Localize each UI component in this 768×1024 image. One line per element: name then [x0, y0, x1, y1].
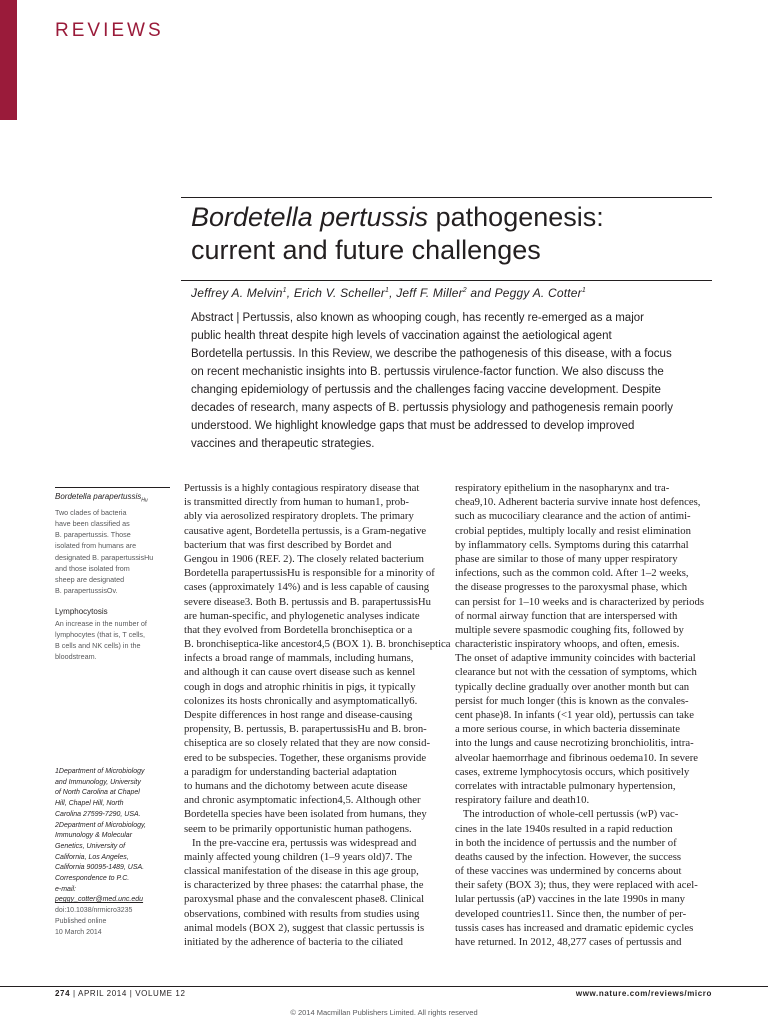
- glossary-definition: An increase in the number of lymphocytes (that is, T cells, B cells and NK cells) in the bloodstream.: [55, 618, 147, 662]
- body-line: characteristic inspiratory whoops, and often, emesis.: [455, 638, 680, 651]
- body-line: B. bronchiseptica-like ancestor4,5 (BOX 1). B. bronchiseptica: [184, 638, 451, 651]
- affiliation-line: and Immunology, University: [55, 778, 141, 786]
- author-name: and Peggy A. Cotter: [466, 286, 582, 300]
- title-rule-top: [181, 197, 712, 198]
- abstract-line: public health threat despite high levels of vaccination against the aetiological agent: [191, 330, 612, 342]
- body-line: have returned. In 2012, 48,277 cases of pertussis and: [455, 936, 682, 948]
- body-line: infects a broad range of mammals, including humans,: [184, 652, 414, 665]
- title-line1-rest: pathogenesis:: [428, 202, 604, 232]
- body-column-1: [184, 481, 451, 949]
- email-link[interactable]: peggy_cotter@med.unc.edu: [55, 896, 144, 904]
- affiliation-line: Hill, Chapel Hill, North: [55, 800, 124, 808]
- body-line: classical manifestation of the disease in this age group,: [184, 865, 419, 878]
- body-line: Gengou in 1906 (REF. 2). The closely related bacterium: [184, 552, 424, 565]
- body-line: multiple severe spasmodic coughing fits, followed by: [455, 623, 684, 636]
- affiliation-line: of North Carolina at Chapel: [55, 789, 140, 797]
- body-line: severe disease3. Both B. pertussis and B. parapertussisHu: [184, 595, 431, 608]
- author-name: , Jeff F. Miller: [389, 286, 463, 300]
- body-line: respiratory failure and death10.: [455, 794, 590, 807]
- body-line: is characterized by three phases: the catarrhal phase, the: [184, 879, 424, 892]
- body-line: by inflammatory cells. Symptoms during this catarrhal: [455, 538, 689, 551]
- glossary-term: Lymphocytosis: [55, 607, 108, 617]
- body-line: Bordetella parapertussisHu is responsible for a minority of: [184, 567, 435, 580]
- body-line: a more serious course, in which bacteria disseminate: [455, 723, 680, 736]
- body-line: ered to be subspecies. Together, these organisms provide: [184, 751, 427, 764]
- body-line: The onset of adaptive immunity coincides with bacterial: [455, 652, 696, 665]
- body-line: Despite differences in host range and disease-causing: [184, 709, 413, 721]
- body-line: tussis cases has increased and dramatic epidemic cycles: [455, 921, 694, 934]
- body-line: lular pertussis (aP) vaccines in the late 1990s in many: [455, 893, 686, 906]
- author-affil-mark: 1: [282, 287, 287, 294]
- page-number: 274: [55, 989, 71, 998]
- published-label: Published online: [55, 917, 107, 925]
- abstract-line: decades of research, many aspects of B. pertussis physiology and pathogenesis remain poorly: [191, 402, 673, 414]
- affiliations: [55, 767, 173, 938]
- body-column-2: [455, 481, 715, 949]
- title-rule-bottom: [181, 280, 712, 281]
- accent-bar: [0, 0, 17, 120]
- affiliation-line: 2Department of Microbiology,: [55, 821, 146, 829]
- issue-info: | APRIL 2014 | VOLUME 12: [70, 989, 186, 998]
- published-date: 10 March 2014: [55, 928, 102, 936]
- body-line: colonizes its hosts chronically and asymptomatically6.: [184, 694, 418, 707]
- body-line: initiated by the adherence of bacteria to the ciliated: [184, 936, 403, 948]
- author-affil-mark: 1: [385, 287, 390, 294]
- affiliation-line: Genetics, University of: [55, 842, 126, 850]
- author-list: [191, 286, 711, 300]
- body-line: persist for much longer (this is known as the convales-: [455, 694, 689, 707]
- abstract: [191, 309, 718, 453]
- author-name: , Erich V. Scheller: [286, 286, 386, 300]
- body-line: in both the incidence of pertussis and the number of: [455, 836, 677, 849]
- body-line: phase are similar to those of many upper respiratory: [455, 552, 678, 565]
- body-line: that they evolved from Bordetella bronchiseptica or a: [184, 623, 413, 636]
- body-line: paroxysmal phase and the convalescent phase8. Clinical: [184, 893, 425, 906]
- author-affil-mark: 1: [581, 287, 586, 294]
- body-line: to humans and the dichotomy between acute disease: [184, 779, 408, 792]
- body-line: cough in dogs and atrophic rhinitis in pigs, it typically: [184, 680, 416, 693]
- footer-rule: [0, 986, 768, 987]
- body-line: observations, combined with results from studies using: [184, 907, 420, 920]
- affiliation-line: Immunology & Molecular: [55, 832, 133, 840]
- body-line: bacterium that was first described by Bordet and: [184, 538, 392, 551]
- glossary-term-subscript: Hu: [141, 497, 148, 504]
- correspondence-line: Correspondence to P.C.: [55, 875, 130, 883]
- body-line: Bordetella species have been isolated from humans, they: [184, 808, 427, 821]
- body-line: correlates with intractable pulmonary hypertension,: [455, 779, 676, 792]
- body-line: crobial peptides, multiply locally and resist elimination: [455, 524, 691, 537]
- abstract-line: on recent mechanistic insights into B. pertussis virulence-factor function. We also discuss the: [191, 366, 664, 378]
- body-line: cines in the late 1940s resulted in a rapid reduction: [455, 822, 673, 835]
- body-line: infections, such as the common cold. After 1–2 weeks,: [455, 567, 689, 580]
- body-line: chea9,10. Adherent bacteria survive innate host defences,: [455, 496, 701, 509]
- body-line: developed countries11. Since then, the number of per-: [455, 907, 687, 920]
- body-line: Pertussis is a highly contagious respiratory disease that: [184, 482, 420, 494]
- email-label: e-mail:: [55, 885, 77, 893]
- abstract-line: changing epidemiology of pertussis and the challenges facing vaccine development. Despite: [191, 384, 661, 396]
- affiliation-line: California, Los Angeles,: [55, 853, 129, 861]
- body-line: are human-specific, and phylogenetic analyses indicate: [184, 609, 420, 622]
- body-line: mainly affected young children (1–9 years old)7. The: [184, 850, 413, 863]
- body-line: can persist for 1–10 weeks and is characterized by periods: [455, 595, 704, 608]
- journal-url[interactable]: www.nature.com/reviews/micro: [575, 989, 712, 998]
- body-line: alveolar haemorrhage and fibrinous oedema10. In severe: [455, 751, 699, 764]
- article-title: [191, 201, 711, 267]
- author-affil-mark: 2: [462, 287, 467, 294]
- section-label: REVIEWS: [55, 20, 164, 41]
- body-line: their safety (BOX 3); thus, they were replaced with acel-: [455, 879, 698, 892]
- body-line: propensity, B. pertussis, B. parapertussisHu and B. bron-: [184, 723, 427, 736]
- body-line: The introduction of whole-cell pertussis (wP) vac-: [455, 808, 679, 821]
- body-line: cent phase)8. In infants (<1 year old), pertussis can take: [455, 709, 694, 721]
- affiliation-line: Carolina 27599-7290, USA.: [55, 810, 141, 818]
- glossary-definition: Two clades of bacteria have been classified as B. parapertussis. Those isolated from humans are designated B. parapertussisHu and those isolated from sheep are designated B. parapertussisOv.: [55, 507, 154, 596]
- body-line: is transmitted directly from human to human1, prob-: [184, 496, 409, 509]
- body-line: In the pre-vaccine era, pertussis was widespread and: [184, 836, 417, 849]
- affiliation-line: 1Department of Microbiology: [55, 768, 145, 775]
- body-line: into the lungs and cause necrotizing bronchiolitis, intra-: [455, 737, 694, 750]
- abstract-line: vaccines and therapeutic strategies.: [191, 438, 375, 450]
- author-name: Jeffrey A. Melvin: [191, 286, 283, 300]
- body-line: cases, extreme lymphocytosis occurs, which positively: [455, 765, 690, 778]
- body-line: ably via aerosolized respiratory droplets. The primary: [184, 510, 414, 523]
- affiliation-line: California 90095-1489, USA.: [55, 864, 145, 872]
- body-line: such as mucociliary clearance and the action of antimi-: [455, 510, 691, 523]
- footer-page-info: [55, 989, 186, 998]
- body-line: typically decline gradually over another month but can: [455, 680, 690, 693]
- glossary-rule: [55, 487, 170, 488]
- glossary-term: Bordetella parapertussis$_{Hu}$: [55, 492, 148, 504]
- title-line2: current and future challenges: [191, 235, 541, 265]
- doi: doi:10.1038/nrmicro3235: [55, 907, 133, 915]
- abstract-line: understood. We highlight knowledge gaps that must be addressed to develop improved: [191, 420, 635, 432]
- body-line: respiratory epithelium in the nasopharynx and tra-: [455, 482, 670, 494]
- abstract-line: Abstract | Pertussis, also known as whooping cough, has recently re-emerged as a major: [191, 312, 644, 324]
- body-line: chiseptica are so closely related that they are now consid-: [184, 737, 431, 750]
- body-line: a paradigm for understanding bacterial adaptation: [184, 765, 397, 778]
- title-italic: Bordetella pertussis: [191, 202, 429, 232]
- body-line: seem to be primarily opportunistic human pathogens.: [184, 822, 412, 835]
- body-line: and chronic asymptomatic infection4,5. Although other: [184, 794, 421, 807]
- body-line: causative agent, Bordetella pertussis, is a Gram-negative: [184, 524, 427, 537]
- body-line: deaths caused by the infection. However, the success: [455, 850, 682, 863]
- body-line: of normal airway function that are interspersed with: [455, 609, 678, 622]
- body-line: of these vaccines was undermined by concerns about: [455, 865, 682, 878]
- abstract-line: Bordetella pertussis. In this Review, we describe the pathogenesis of this disease, with a focus: [191, 348, 672, 360]
- body-line: animal models (BOX 2), suggest that classic pertussis is: [184, 921, 425, 934]
- body-line: the disease progresses to the paroxysmal phase, which: [455, 581, 688, 594]
- copyright-notice: © 2014 Macmillan Publishers Limited. All rights reserved: [290, 1008, 478, 1017]
- body-line: clearance but not with the cessation of symptoms, which: [455, 666, 697, 679]
- glossary-sidebar: [55, 487, 170, 662]
- body-line: cases (approximately 14%) and is less capable of causing: [184, 581, 430, 594]
- body-line: and although it can cause overt disease such as kennel: [184, 666, 416, 679]
